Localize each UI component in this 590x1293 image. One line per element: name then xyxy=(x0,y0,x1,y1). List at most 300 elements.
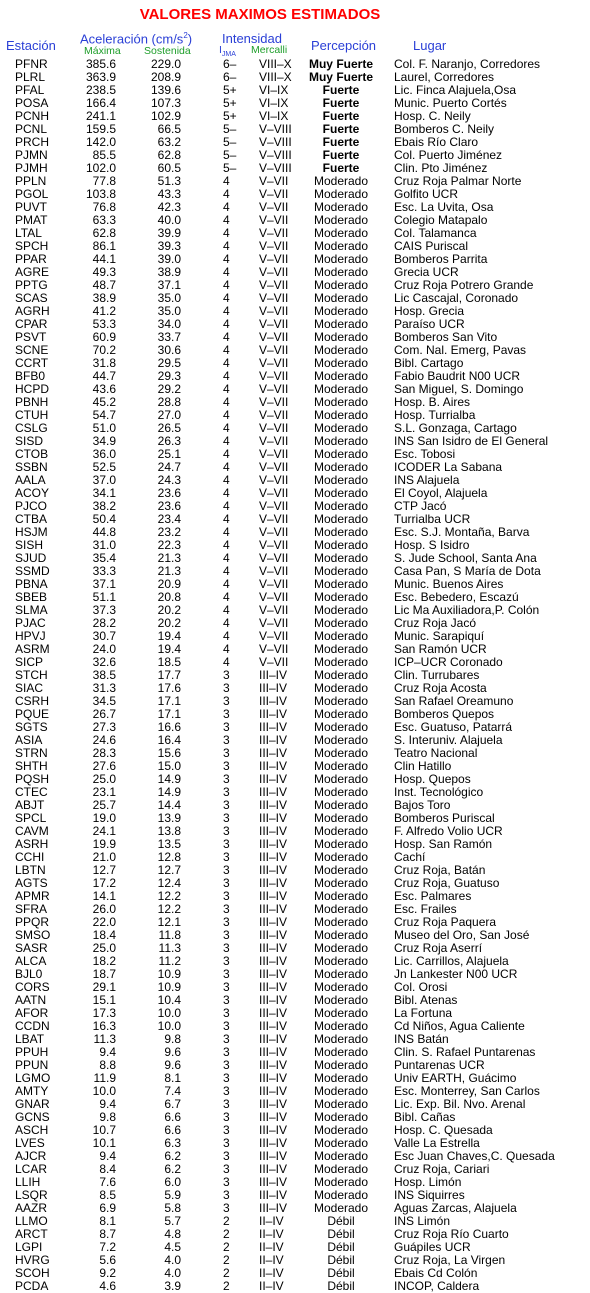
station-code: AMTY xyxy=(15,1084,49,1098)
mercalli-intensity: V–VII xyxy=(259,603,289,617)
mercalli-intensity: V–VII xyxy=(259,278,289,292)
max-acceleration: 51.1 xyxy=(92,590,116,604)
max-acceleration: 45.2 xyxy=(92,395,116,409)
max-acceleration: 44.8 xyxy=(92,525,116,539)
table-row xyxy=(0,1098,590,1111)
table-row xyxy=(0,747,590,760)
sustained-acceleration: 9.8 xyxy=(164,1032,181,1046)
location: INCOP, Caldera xyxy=(394,1279,480,1293)
location: Inst. Tecnológico xyxy=(394,785,484,799)
location: Esc. Frailes xyxy=(394,902,457,916)
sustained-acceleration: 4.0 xyxy=(164,1266,181,1280)
table-row xyxy=(0,773,590,786)
max-acceleration: 54.7 xyxy=(92,408,116,422)
perception: Moderado xyxy=(313,1110,369,1124)
sustained-acceleration: 23.2 xyxy=(157,525,181,539)
max-acceleration: 27.6 xyxy=(92,759,116,773)
perception: Moderado xyxy=(313,1097,369,1111)
mercalli-intensity: V–VII xyxy=(259,356,289,370)
jma-intensity: 4 xyxy=(223,603,230,617)
perception: Moderado xyxy=(313,1201,369,1215)
mercalli-intensity: V–VII xyxy=(259,408,289,422)
location: INS Siquirres xyxy=(394,1188,465,1202)
location: Puntarenas UCR xyxy=(394,1058,485,1072)
jma-intensity: 2 xyxy=(223,1266,230,1280)
location: S.L. Gonzaga, Cartago xyxy=(394,421,517,435)
mercalli-intensity: III–IV xyxy=(259,824,288,838)
mercalli-intensity: V–VII xyxy=(259,317,289,331)
location: Esc. La Uvita, Osa xyxy=(394,200,494,214)
mercalli-intensity: III–IV xyxy=(259,1084,288,1098)
mercalli-intensity: V–VII xyxy=(259,629,289,643)
station-code: HSJM xyxy=(15,525,48,539)
perception: Moderado xyxy=(313,616,369,630)
table-row xyxy=(0,201,590,214)
header-intensidad: Intensidad xyxy=(222,31,282,46)
mercalli-intensity: V–VII xyxy=(259,525,289,539)
perception: Moderado xyxy=(313,1084,369,1098)
perception: Fuerte xyxy=(322,161,360,175)
location: Teatro Nacional xyxy=(394,746,478,760)
max-acceleration: 60.9 xyxy=(92,330,116,344)
jma-intensity: 3 xyxy=(223,928,230,942)
jma-intensity: 3 xyxy=(223,1019,230,1033)
jma-intensity: 4 xyxy=(223,408,230,422)
jma-intensity: 4 xyxy=(223,395,230,409)
mercalli-intensity: V–VII xyxy=(259,551,289,565)
location: Hosp. S Isidro xyxy=(394,538,470,552)
max-acceleration: 12.7 xyxy=(92,863,116,877)
jma-intensity: 4 xyxy=(223,616,230,630)
sustained-acceleration: 19.4 xyxy=(157,642,181,656)
mercalli-intensity: III–IV xyxy=(259,1149,288,1163)
table-row xyxy=(0,1202,590,1215)
sustained-acceleration: 6.2 xyxy=(164,1162,181,1176)
sustained-acceleration: 18.5 xyxy=(157,655,181,669)
perception: Moderado xyxy=(313,1071,369,1085)
max-acceleration: 28.2 xyxy=(92,616,116,630)
perception: Moderado xyxy=(313,499,369,513)
sustained-acceleration: 39.3 xyxy=(157,239,181,253)
jma-intensity: 4 xyxy=(223,473,230,487)
max-acceleration: 9.4 xyxy=(99,1045,116,1059)
jma-intensity: 4 xyxy=(223,629,230,643)
location: INS Limón xyxy=(394,1214,451,1228)
location: Valle La Estrella xyxy=(394,1136,480,1150)
header-estacion: Estación xyxy=(6,38,56,53)
mercalli-intensity: III–IV xyxy=(259,746,288,760)
location: La Fortuna xyxy=(394,1006,453,1020)
station-code: CSLG xyxy=(15,421,48,435)
max-acceleration: 26.7 xyxy=(92,707,116,721)
station-code: AGTS xyxy=(15,876,48,890)
perception: Moderado xyxy=(313,1123,369,1137)
station-code: GCNS xyxy=(15,1110,50,1124)
perception: Moderado xyxy=(313,356,369,370)
station-code: ACOY xyxy=(15,486,50,500)
table-row xyxy=(0,786,590,799)
station-code: HPVJ xyxy=(15,629,46,643)
station-code: BFB0 xyxy=(15,369,46,383)
perception: Fuerte xyxy=(322,96,360,110)
perception: Moderado xyxy=(313,551,369,565)
perception: Moderado xyxy=(313,811,369,825)
jma-intensity: 3 xyxy=(223,1045,230,1059)
location: Munic. Puerto Cortés xyxy=(394,96,507,110)
station-code: PPTG xyxy=(15,278,48,292)
sustained-acceleration: 139.6 xyxy=(151,83,182,97)
sustained-acceleration: 51.3 xyxy=(157,174,181,188)
location: Cruz Roja Acosta xyxy=(394,681,487,695)
sustained-acceleration: 12.2 xyxy=(157,902,181,916)
max-acceleration: 38.9 xyxy=(92,291,116,305)
perception: Moderado xyxy=(313,759,369,773)
sustained-acceleration: 63.2 xyxy=(157,135,181,149)
header-maxima: Máxima xyxy=(84,45,121,57)
jma-intensity: 3 xyxy=(223,1149,230,1163)
table-row xyxy=(0,799,590,812)
header-sostenida: Sostenida xyxy=(144,45,191,57)
header-percepcion: Percepción xyxy=(311,38,377,53)
perception: Muy Fuerte xyxy=(308,70,373,84)
mercalli-intensity: V–VII xyxy=(259,460,289,474)
jma-intensity: 3 xyxy=(223,681,230,695)
max-acceleration: 32.6 xyxy=(92,655,116,669)
jma-intensity: 3 xyxy=(223,993,230,1007)
mercalli-intensity: II–IV xyxy=(259,1227,284,1241)
location: Bomberos San Vito xyxy=(394,330,498,344)
sustained-acceleration: 5.7 xyxy=(164,1214,181,1228)
mercalli-intensity: V–VII xyxy=(259,213,289,227)
table-row xyxy=(0,344,590,357)
station-code: PSVT xyxy=(15,330,47,344)
perception: Moderado xyxy=(313,330,369,344)
max-acceleration: 31.8 xyxy=(92,356,116,370)
location: S. Interuniv. Alajuela xyxy=(394,733,503,747)
perception: Moderado xyxy=(313,473,369,487)
mercalli-intensity: V–VII xyxy=(259,304,289,318)
sustained-acceleration: 6.0 xyxy=(164,1175,181,1189)
perception: Moderado xyxy=(313,525,369,539)
location: Univ EARTH, Guácimo xyxy=(394,1071,517,1085)
sustained-acceleration: 27.0 xyxy=(157,408,181,422)
mercalli-intensity: V–VII xyxy=(259,330,289,344)
max-acceleration: 63.3 xyxy=(92,213,116,227)
sustained-acceleration: 16.4 xyxy=(157,733,181,747)
location: Hosp. C. Neily xyxy=(394,109,471,123)
sustained-acceleration: 9.6 xyxy=(164,1058,181,1072)
sustained-acceleration: 24.7 xyxy=(157,460,181,474)
location: Cruz Roja, La Virgen xyxy=(394,1253,506,1267)
max-acceleration: 43.6 xyxy=(92,382,116,396)
max-acceleration: 51.0 xyxy=(92,421,116,435)
station-code: AAZR xyxy=(15,1201,48,1215)
mercalli-intensity: III–IV xyxy=(259,681,288,695)
header-aceleracion-sup: 2 xyxy=(183,31,188,40)
mercalli-intensity: III–IV xyxy=(259,1201,288,1215)
station-code: CTUH xyxy=(15,408,49,422)
perception: Débil xyxy=(327,1240,355,1254)
sustained-acceleration: 33.7 xyxy=(157,330,181,344)
location: Lic. Exp. Bil. Nvo. Arenal xyxy=(394,1097,526,1111)
jma-intensity: 4 xyxy=(223,356,230,370)
sustained-acceleration: 30.6 xyxy=(157,343,181,357)
perception: Moderado xyxy=(313,577,369,591)
max-acceleration: 10.0 xyxy=(92,1084,116,1098)
station-code: CCDN xyxy=(15,1019,50,1033)
perception: Fuerte xyxy=(322,83,360,97)
perception: Fuerte xyxy=(322,122,360,136)
station-code: SICP xyxy=(15,655,44,669)
mercalli-intensity: III–IV xyxy=(259,967,288,981)
sustained-acceleration: 7.4 xyxy=(164,1084,181,1098)
perception: Moderado xyxy=(313,226,369,240)
station-code: PJCO xyxy=(15,499,48,513)
perception: Moderado xyxy=(313,993,369,1007)
max-acceleration: 159.5 xyxy=(86,122,117,136)
table-row xyxy=(0,188,590,201)
station-code: GNAR xyxy=(15,1097,50,1111)
jma-intensity: 3 xyxy=(223,1071,230,1085)
perception: Débil xyxy=(327,1279,355,1293)
table-row xyxy=(0,734,590,747)
sustained-acceleration: 6.3 xyxy=(164,1136,181,1150)
table-row xyxy=(0,825,590,838)
perception: Moderado xyxy=(313,1136,369,1150)
jma-intensity: 4 xyxy=(223,590,230,604)
max-acceleration: 25.7 xyxy=(92,798,116,812)
mercalli-intensity: V–VII xyxy=(259,382,289,396)
jma-intensity: 3 xyxy=(223,1006,230,1020)
station-code: PPUN xyxy=(15,1058,49,1072)
sustained-acceleration: 39.9 xyxy=(157,226,181,240)
location: Esc Juan Chaves,C. Quesada xyxy=(394,1149,555,1163)
station-code: AJCR xyxy=(15,1149,47,1163)
sustained-acceleration: 29.3 xyxy=(157,369,181,383)
perception: Moderado xyxy=(313,512,369,526)
jma-intensity: 4 xyxy=(223,538,230,552)
location: Esc. Guatuso, Patarrá xyxy=(394,720,513,734)
perception: Moderado xyxy=(313,486,369,500)
max-acceleration: 166.4 xyxy=(86,96,117,110)
jma-intensity: 2 xyxy=(223,1227,230,1241)
jma-intensity: 4 xyxy=(223,512,230,526)
sustained-acceleration: 17.1 xyxy=(157,694,181,708)
location: INS San Isidro de El General xyxy=(394,434,549,448)
perception: Moderado xyxy=(313,642,369,656)
table-row xyxy=(0,474,590,487)
station-code: LTAL xyxy=(15,226,42,240)
max-acceleration: 38.2 xyxy=(92,499,116,513)
sustained-acceleration: 20.8 xyxy=(157,590,181,604)
jma-intensity: 4 xyxy=(223,304,230,318)
jma-intensity: 5– xyxy=(223,161,237,175)
station-code: SASR xyxy=(15,941,48,955)
station-code: CORS xyxy=(15,980,50,994)
station-code: PBNA xyxy=(15,577,48,591)
station-code: POSA xyxy=(15,96,49,110)
max-acceleration: 385.6 xyxy=(86,57,117,71)
station-code: ABJT xyxy=(15,798,45,812)
sustained-acceleration: 13.9 xyxy=(157,811,181,825)
max-acceleration: 14.1 xyxy=(92,889,116,903)
station-code: CCRT xyxy=(15,356,49,370)
sustained-acceleration: 23.6 xyxy=(157,486,181,500)
jma-intensity: 3 xyxy=(223,902,230,916)
mercalli-intensity: V–VII xyxy=(259,265,289,279)
table-row xyxy=(0,240,590,253)
station-code: SISH xyxy=(15,538,44,552)
jma-intensity: 3 xyxy=(223,798,230,812)
jma-intensity: 3 xyxy=(223,837,230,851)
table-row xyxy=(0,929,590,942)
max-acceleration: 10.1 xyxy=(92,1136,116,1150)
max-acceleration: 8.8 xyxy=(99,1058,116,1072)
sustained-acceleration: 35.0 xyxy=(157,304,181,318)
sustained-acceleration: 43.3 xyxy=(157,187,181,201)
station-code: AGRH xyxy=(15,304,50,318)
mercalli-intensity: III–IV xyxy=(259,1175,288,1189)
sustained-acceleration: 12.7 xyxy=(157,863,181,877)
max-acceleration: 35.4 xyxy=(92,551,116,565)
location: Aguas Zarcas, Alajuela xyxy=(394,1201,517,1215)
perception: Moderado xyxy=(313,746,369,760)
jma-intensity: 4 xyxy=(223,187,230,201)
jma-intensity: 3 xyxy=(223,1188,230,1202)
perception: Fuerte xyxy=(322,148,360,162)
sustained-acceleration: 29.2 xyxy=(157,382,181,396)
max-acceleration: 22.0 xyxy=(92,915,116,929)
mercalli-intensity: III–IV xyxy=(259,733,288,747)
table-row xyxy=(0,305,590,318)
table-row xyxy=(0,695,590,708)
mercalli-intensity: II–IV xyxy=(259,1279,284,1293)
mercalli-intensity: II–IV xyxy=(259,1214,284,1228)
jma-intensity: 5– xyxy=(223,148,237,162)
jma-intensity: 4 xyxy=(223,642,230,656)
page-title: VALORES MAXIMOS ESTIMADOS xyxy=(139,6,381,23)
sustained-acceleration: 6.6 xyxy=(164,1123,181,1137)
location: CAIS Puriscal xyxy=(394,239,469,253)
sustained-acceleration: 229.0 xyxy=(151,57,182,71)
table-row xyxy=(0,435,590,448)
location: S. Jude School, Santa Ana xyxy=(394,551,537,565)
jma-intensity: 3 xyxy=(223,863,230,877)
sustained-acceleration: 3.9 xyxy=(164,1279,181,1293)
location: San Rafael Oreamuno xyxy=(394,694,514,708)
location: Guápiles UCR xyxy=(394,1240,471,1254)
max-acceleration: 70.2 xyxy=(92,343,116,357)
location: Esc. Bebedero, Escazú xyxy=(394,590,519,604)
sustained-acceleration: 11.8 xyxy=(158,928,181,942)
location: Bibl. Atenas xyxy=(394,993,458,1007)
location: Clin. S. Rafael Puntarenas xyxy=(394,1045,536,1059)
table-row xyxy=(0,604,590,617)
mercalli-intensity: III–IV xyxy=(259,1019,288,1033)
perception: Moderado xyxy=(313,447,369,461)
mercalli-intensity: V–VII xyxy=(259,655,289,669)
jma-intensity: 4 xyxy=(223,278,230,292)
max-acceleration: 9.8 xyxy=(99,1110,116,1124)
sustained-acceleration: 42.3 xyxy=(157,200,181,214)
location: Clin Hatillo xyxy=(394,759,452,773)
perception: Moderado xyxy=(313,278,369,292)
sustained-acceleration: 107.3 xyxy=(151,96,182,110)
station-code: SSMD xyxy=(15,564,50,578)
station-code: PPUH xyxy=(15,1045,49,1059)
max-acceleration: 11.9 xyxy=(93,1071,116,1085)
max-acceleration: 38.5 xyxy=(92,668,116,682)
location: Bajos Toro xyxy=(394,798,451,812)
sustained-acceleration: 14.9 xyxy=(157,772,181,786)
location: INS Alajuela xyxy=(394,473,460,487)
perception: Moderado xyxy=(313,980,369,994)
mercalli-intensity: V–VII xyxy=(259,239,289,253)
max-acceleration: 44.7 xyxy=(92,369,116,383)
station-code: SMSO xyxy=(15,928,51,942)
table-row xyxy=(0,760,590,773)
max-acceleration: 23.1 xyxy=(92,785,116,799)
station-code: SBEB xyxy=(15,590,48,604)
station-code: CTEC xyxy=(15,785,48,799)
location: Fabio Baudrit N00 UCR xyxy=(394,369,521,383)
mercalli-intensity: III–IV xyxy=(259,837,288,851)
location: Bomberos Quepos xyxy=(394,707,495,721)
mercalli-intensity: III–IV xyxy=(259,1097,288,1111)
mercalli-intensity: III–IV xyxy=(259,954,288,968)
table-row xyxy=(0,500,590,513)
perception: Moderado xyxy=(313,317,369,331)
location: Esc. Monterrey, San Carlos xyxy=(394,1084,540,1098)
station-code: PJMH xyxy=(15,161,48,175)
max-acceleration: 26.0 xyxy=(92,902,116,916)
jma-intensity: 5– xyxy=(223,135,237,149)
perception: Moderado xyxy=(313,772,369,786)
table-row xyxy=(0,877,590,890)
max-acceleration: 4.6 xyxy=(99,1279,116,1293)
max-acceleration: 19.9 xyxy=(92,837,116,851)
jma-intensity: 3 xyxy=(223,1201,230,1215)
sustained-acceleration: 19.4 xyxy=(157,629,181,643)
sustained-acceleration: 20.9 xyxy=(157,577,181,591)
mercalli-intensity: V–VII xyxy=(259,473,289,487)
station-code: PRCH xyxy=(15,135,50,149)
station-code: CTOB xyxy=(15,447,49,461)
mercalli-intensity: V–VII xyxy=(259,343,289,357)
perception: Muy Fuerte xyxy=(308,57,373,71)
max-acceleration: 9.4 xyxy=(99,1097,116,1111)
max-acceleration: 44.1 xyxy=(92,252,116,266)
table-row xyxy=(0,1163,590,1176)
perception: Fuerte xyxy=(322,135,360,149)
station-code: ASCH xyxy=(15,1123,49,1137)
perception: Moderado xyxy=(313,1045,369,1059)
mercalli-intensity: III–IV xyxy=(259,915,288,929)
station-code: LLIH xyxy=(15,1175,41,1189)
mercalli-intensity: VI–IX xyxy=(259,109,289,123)
location: Cruz Roja Jacó xyxy=(394,616,477,630)
station-code: AATN xyxy=(15,993,47,1007)
max-acceleration: 50.4 xyxy=(92,512,116,526)
station-code: PGOL xyxy=(15,187,49,201)
header-ijma xyxy=(219,44,236,58)
station-code: SCAS xyxy=(15,291,48,305)
jma-intensity: 3 xyxy=(223,668,230,682)
jma-intensity: 4 xyxy=(223,447,230,461)
sustained-acceleration: 12.1 xyxy=(157,915,181,929)
location: Museo del Oro, San José xyxy=(394,928,530,942)
mercalli-intensity: III–IV xyxy=(259,902,288,916)
